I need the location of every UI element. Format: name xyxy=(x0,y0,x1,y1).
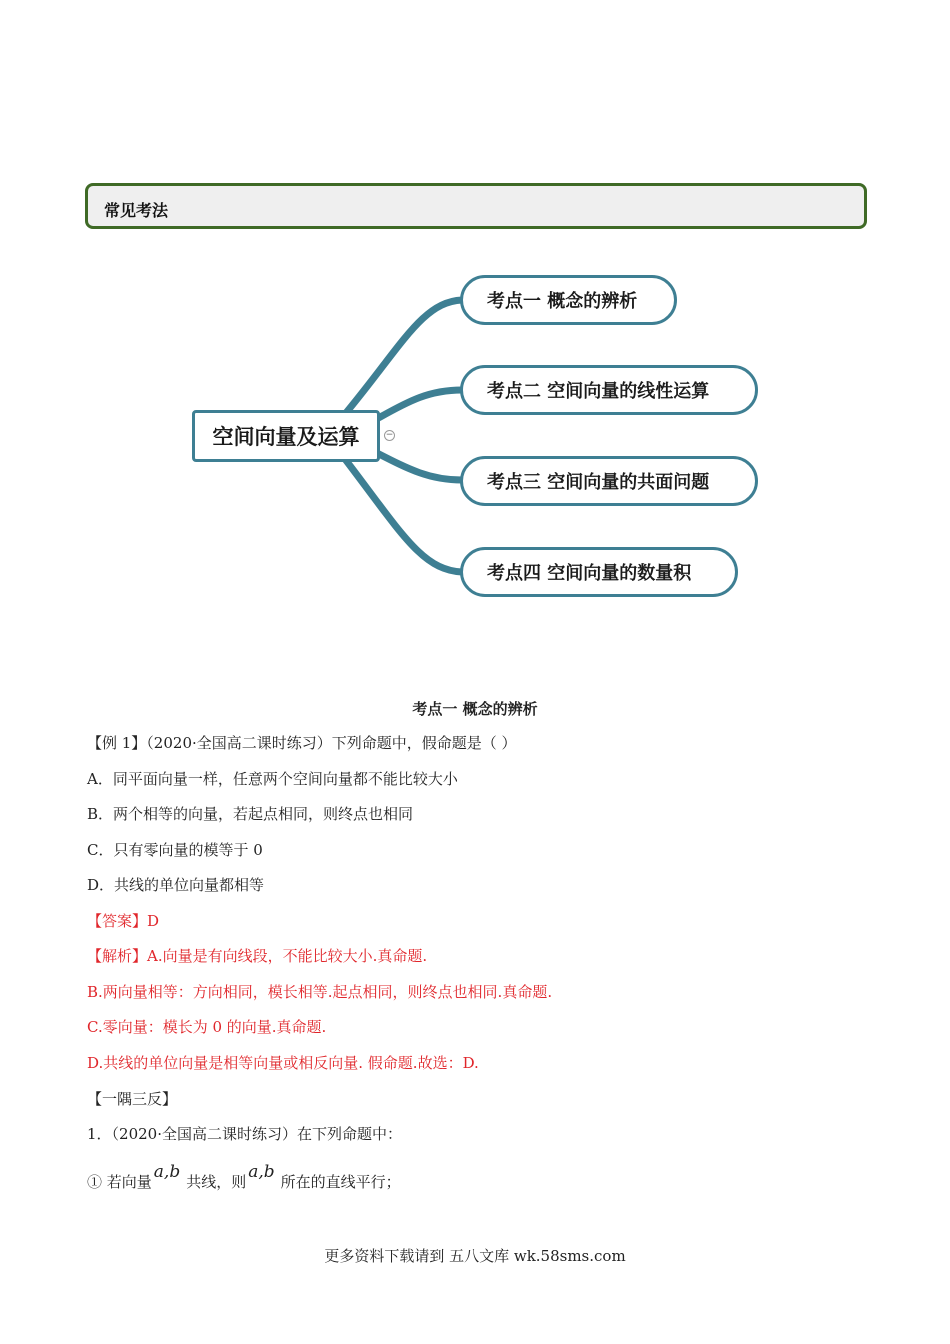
practice-question-1: 1．（2020·全国高二课时练习）在下列命题中： xyxy=(87,1125,402,1143)
mind-map-node-3: 考点三 空间向量的共面问题 xyxy=(460,456,758,506)
mind-map-root: 空间向量及运算 xyxy=(192,410,380,462)
item-1-mid: 共线，则 xyxy=(186,1173,247,1191)
mind-map-node-2: 考点二 空间向量的线性运算 xyxy=(460,365,758,415)
item-1-suffix: 所在的直线平行； xyxy=(280,1173,401,1191)
mind-map xyxy=(0,240,950,620)
section-header-box xyxy=(85,183,867,229)
option-d: D．共线的单位向量都相等 xyxy=(87,876,265,894)
option-a: A．同平面向量一样，任意两个空间向量都不能比较大小 xyxy=(87,770,458,788)
option-c: C．只有零向量的模等于 0 xyxy=(87,841,263,859)
practice-item-1 xyxy=(87,1162,401,1192)
mind-map-node-1: 考点一 概念的辨析 xyxy=(460,275,677,325)
math-vectors-ab-2: a,b xyxy=(248,1162,275,1182)
item-1-prefix: ① 若向量 xyxy=(87,1173,152,1191)
practice-heading: 【一隅三反】 xyxy=(87,1090,178,1108)
analysis-line-2: B.两向量相等：方向相同，模长相等.起点相同，则终点也相同.真命题. xyxy=(87,983,553,1001)
collapse-icon[interactable]: − xyxy=(385,430,394,440)
example-stem: 【例 1】（2020·全国高二课时练习）下列命题中，假命题是（ ） xyxy=(87,734,517,752)
math-vectors-ab: a,b xyxy=(153,1162,181,1182)
option-b: B．两个相等的向量，若起点相同，则终点也相同 xyxy=(87,805,414,823)
footer-text: 更多资料下载请到 五八文库 wk.58sms.com xyxy=(324,1247,626,1265)
section-title: 考点一 概念的辨析 xyxy=(412,700,538,718)
connector-2 xyxy=(375,390,462,420)
section-header-title: 常见考法 xyxy=(104,201,169,220)
answer: 【答案】D xyxy=(87,912,160,930)
mind-map-node-4: 考点四 空间向量的数量积 xyxy=(460,547,738,597)
analysis-line-3: C.零向量：模长为 0 的向量.真命题. xyxy=(87,1018,327,1036)
connector-3 xyxy=(375,452,462,480)
analysis-line-1: 【解析】A.向量是有向线段，不能比较大小.真命题. xyxy=(87,947,428,965)
analysis-line-4: D.共线的单位向量是相等向量或相反向量. 假命题.故选：D. xyxy=(87,1054,479,1072)
